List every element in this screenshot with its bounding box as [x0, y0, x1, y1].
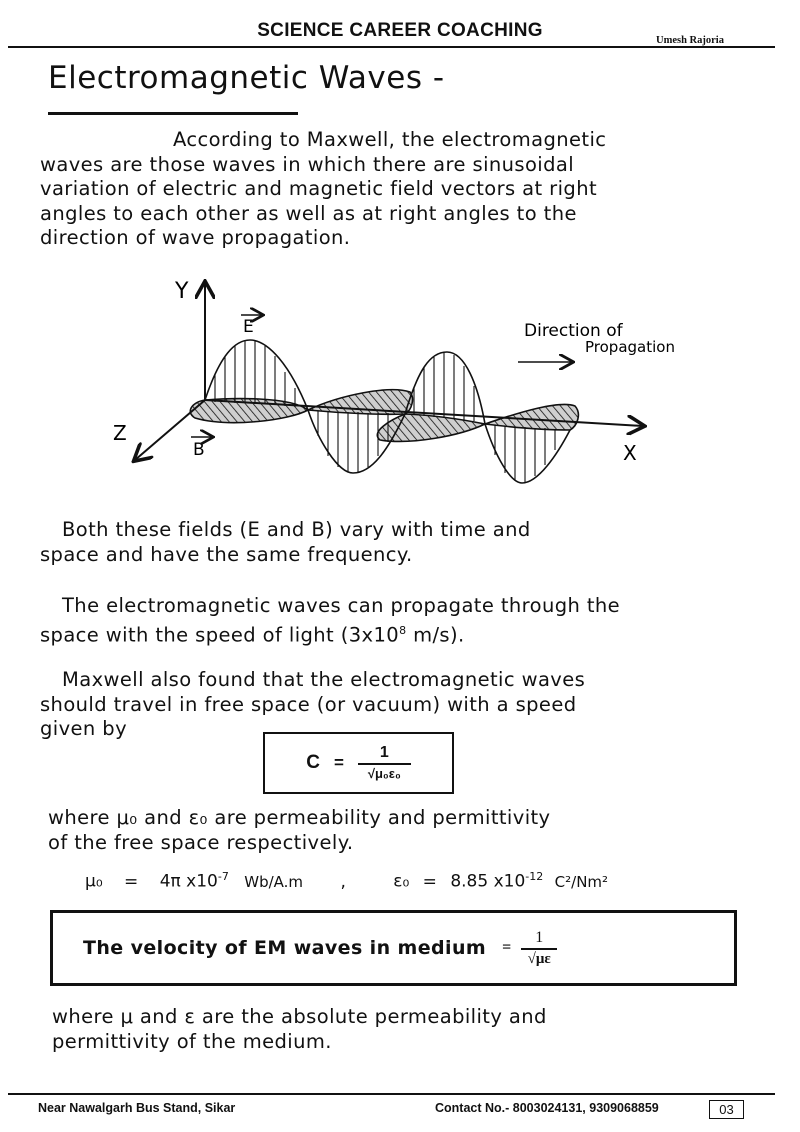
mu0-exponent: -7 — [217, 870, 229, 883]
formula-fraction — [358, 744, 411, 783]
footer-address: Near Nawalgarh Bus Stand, Sikar — [38, 1101, 236, 1115]
medium-formula-text: The velocity of EM waves in medium — [83, 937, 487, 959]
intro-line: variation of electric and magnetic field vectors at right — [40, 177, 597, 200]
author-name: Umesh Rajoria — [656, 35, 724, 46]
formula-eq: = — [333, 753, 344, 772]
fields-paragraph — [40, 518, 770, 567]
x-axis-label: X — [623, 441, 637, 465]
intro-line: direction of wave propagation. — [40, 226, 351, 249]
medium-velocity-formula — [50, 910, 737, 986]
medium-numerator: 1 — [521, 929, 557, 950]
maxwell-line: Maxwell also found that the electromagnetic waves — [62, 668, 586, 691]
propagation-label: Propagation — [585, 338, 675, 356]
speed-text: space with the speed of light (3x10 — [40, 623, 400, 646]
definitions-paragraph — [48, 806, 778, 855]
page-title: Electromagnetic Waves - — [48, 60, 445, 96]
e-vector-label: E — [243, 317, 254, 337]
b-vector-label: B — [193, 440, 205, 460]
page-number: 03 — [709, 1100, 744, 1119]
eps0-unit: C²/Nm² — [554, 872, 609, 891]
medium-formula-eq: = — [502, 939, 512, 956]
direction-label: Direction of — [524, 321, 623, 341]
fields-line: space and have the same frequency. — [40, 542, 413, 566]
medium-formula-fraction — [521, 929, 557, 968]
b-field-lobes — [190, 390, 578, 442]
formula-denominator: √μ₀ε₀ — [367, 765, 401, 781]
constants-line — [85, 870, 775, 892]
intro-line: waves are those waves in which there are sinusoidal — [40, 152, 575, 176]
speed-line — [40, 619, 770, 648]
intro-line: According to Maxwell, the electromagnetic — [173, 128, 607, 151]
speed-exponent: 8 — [399, 623, 407, 637]
footer-rule — [8, 1093, 775, 1095]
eps0-symbol: ε₀ — [393, 871, 410, 892]
eps0-eq: = — [422, 871, 437, 892]
vacuum-speed-formula — [263, 732, 454, 794]
speed-unit: m/s). — [406, 623, 465, 646]
speed-line: The electromagnetic waves can propagate through the — [62, 594, 621, 617]
mu0-symbol: μ₀ — [85, 871, 103, 892]
footer-contact: Contact No.- 8003024131, 9309068859 — [435, 1101, 659, 1115]
closing-line: where μ and ε are the absolute permeability and — [52, 1005, 547, 1028]
formula-lhs: C — [306, 752, 320, 773]
em-wave-diagram — [0, 0, 800, 500]
separator: , — [340, 871, 346, 892]
institute-name: SCIENCE CAREER COACHING — [257, 20, 543, 41]
definitions-line: where μ₀ and ε₀ are permeability and permittivity — [48, 806, 551, 829]
closing-paragraph — [52, 1005, 782, 1054]
mu0-unit: Wb/A.m — [244, 872, 304, 891]
eps0-exponent: -12 — [525, 870, 544, 883]
intro-line: angles to each other as well as at right angles to the — [40, 201, 577, 225]
speed-paragraph — [40, 594, 770, 648]
maxwell-paragraph — [40, 668, 770, 742]
closing-line: permittivity of the medium. — [52, 1029, 332, 1053]
mu0-value: 4π x10 — [159, 871, 218, 892]
medium-denominator: √με — [527, 950, 551, 967]
definitions-line: of the free space respectively. — [48, 830, 354, 854]
y-axis-label: Y — [175, 279, 189, 304]
mu0-eq: = — [124, 871, 139, 892]
eps0-value: 8.85 x10 — [450, 871, 526, 892]
formula-numerator: 1 — [358, 744, 411, 765]
fields-line: Both these fields (E and B) vary with time and — [62, 518, 531, 541]
z-axis-label: Z — [113, 421, 127, 445]
maxwell-line: given by — [40, 717, 128, 740]
maxwell-line: should travel in free space (or vacuum) with a speed — [40, 692, 577, 716]
